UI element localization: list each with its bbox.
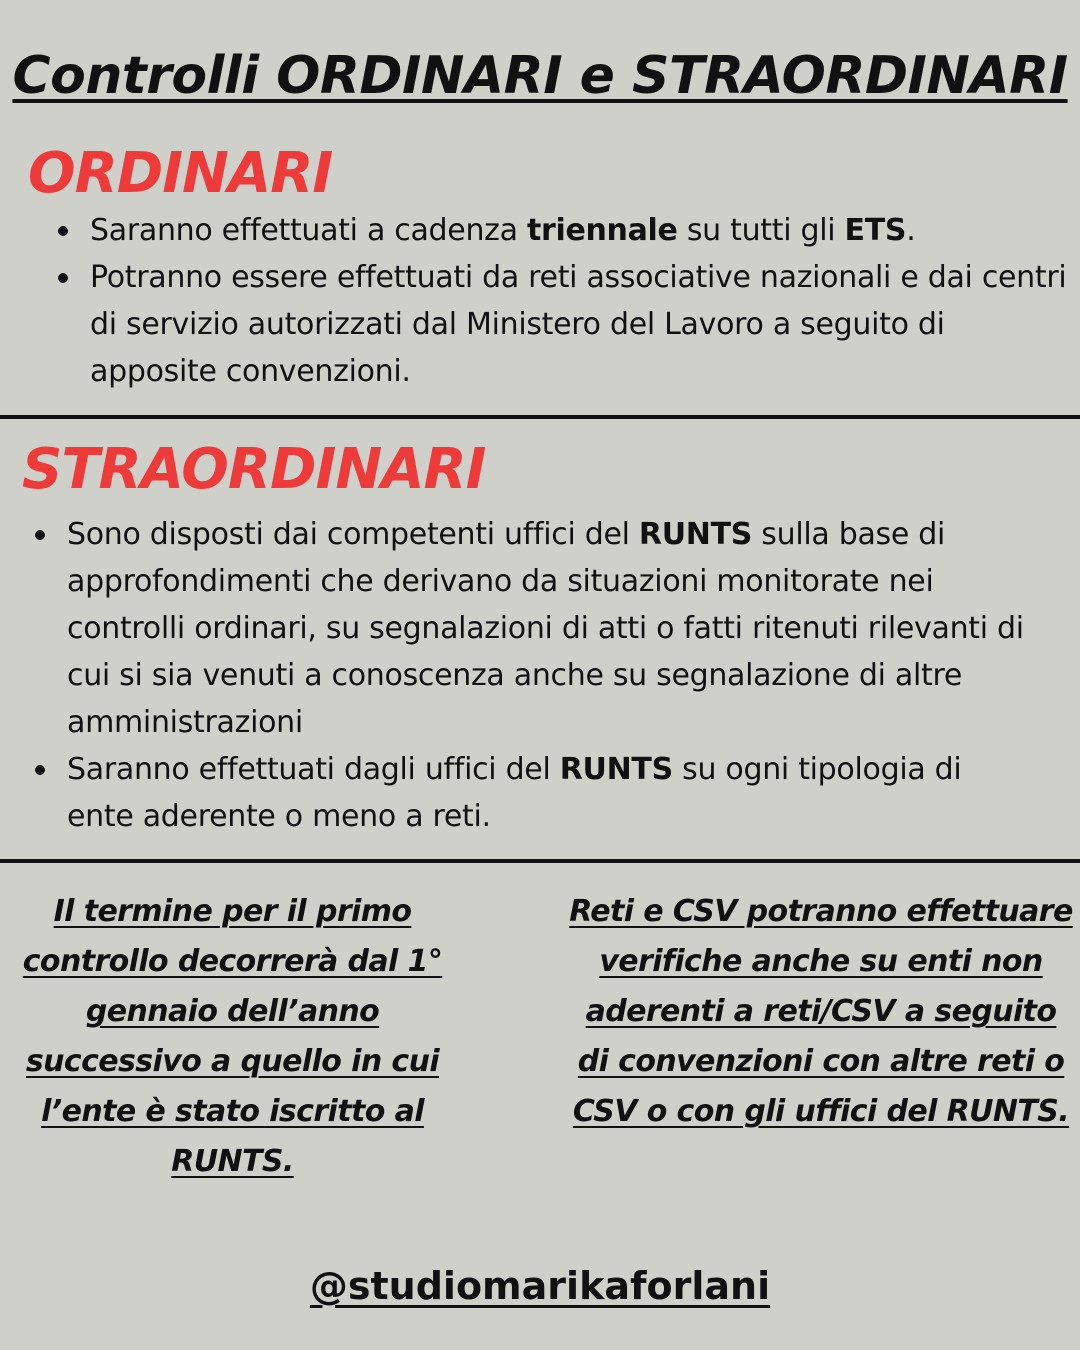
ordinari-bullet-1: [56, 207, 1071, 254]
section-divider: [0, 415, 1080, 419]
bullet-text: su ogni tipologia di ente aderente o meno a reti.: [67, 752, 962, 834]
bullet-text: Saranno effettuati dagli uffici del: [67, 752, 560, 787]
page-title: Controlli ORDINARI e STRAORDINARI: [12, 46, 1068, 106]
bullet-text-bold: RUNTS: [638, 517, 753, 552]
bullet-text: Potranno essere effettuati da reti associative nazionali e dai centri di servizio autorizzati dal Ministero del Lavoro a seguito di apposite convenzioni.: [90, 260, 1067, 389]
bullet-text-bold: ETS: [844, 213, 907, 248]
ordinari-bullet-list: [56, 207, 1071, 395]
bullet-text-bold: triennale: [526, 213, 678, 248]
bullet-text: Saranno effettuati a cadenza: [90, 213, 527, 248]
networks-csv-note: Reti e CSV potranno effettuare verifiche anche su enti non aderenti a reti/CSV a seguito di convenzioni con altre reti o CSV o con gli uffici del RUNTS.: [569, 894, 1073, 1129]
bullet-text: sulla base di approfondimenti che derivano da situazioni monitorate nei controlli ordinari, su segnalazioni di atti o fatti ritenuti rilevanti di cui si sia venuti a conoscenza anche su segnalazione di altre amministrazioni: [67, 517, 1024, 740]
straordinari-bullet-list: [33, 511, 1033, 840]
social-handle: @studiomarikaforlani: [309, 1264, 771, 1308]
straordinari-bullet-1: [33, 511, 1033, 746]
straordinari-bullet-2: [33, 746, 1033, 840]
first-control-note: Il termine per il primo controllo decorrerà dal 1° gennaio dell’anno successivo a quello in cui l’ente è stato iscritto al RUNTS.: [22, 894, 443, 1179]
ordinari-bullet-2: [56, 254, 1071, 395]
bullet-text-bold: RUNTS: [559, 752, 673, 787]
ordinari-heading: ORDINARI: [28, 141, 333, 206]
section-divider: [0, 859, 1080, 863]
bullet-text: su tutti gli: [677, 213, 845, 248]
bullet-text: .: [906, 213, 916, 248]
bullet-text: Sono disposti dai competenti uffici del: [67, 517, 639, 552]
straordinari-heading: STRAORDINARI: [22, 437, 486, 502]
